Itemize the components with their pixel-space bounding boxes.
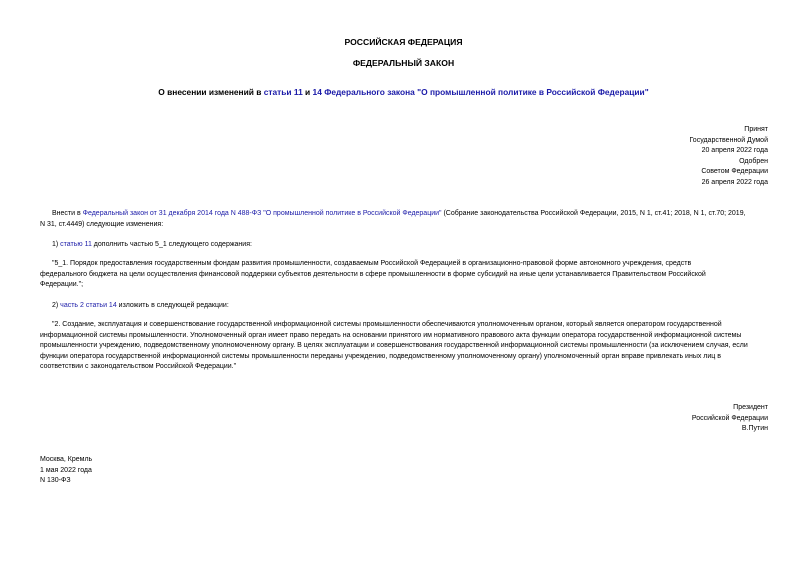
footer-number: N 130-ФЗ: [40, 477, 71, 484]
footer-place: Москва, Кремль: [40, 456, 93, 463]
adopted-date: 20 апреля 2022 года: [701, 147, 768, 154]
item2-link[interactable]: часть 2 статьи 14: [60, 302, 117, 309]
country-heading: РОССИЙСКАЯ ФЕДЕРАЦИЯ: [344, 37, 463, 47]
intro-prefix: Внести в: [52, 210, 83, 217]
item1-prefix: 1): [52, 241, 61, 248]
adopted-label: Принят: [744, 126, 768, 133]
title-prefix: О внесении изменений в: [158, 87, 264, 97]
intro-suffix: (Собрание законодательства Российской Федерации, 2015, N 1, ст.41; 2018, N 1, ст.70; 2019,: [441, 210, 746, 217]
approved-label: Одобрен: [739, 157, 768, 165]
adoption-block: [689, 125, 768, 188]
quote2-line5: соответствии с законодательством Российской Федерации.": [40, 363, 237, 371]
signature-title: Президент: [733, 404, 768, 411]
quote2-line2: информационной системы промышленности. Уполномоченный орган имеет право передать на основании принятого им нормативного правового акта функции оператора государственной информационной системы: [40, 331, 742, 339]
quote1-line2: федерального бюджета на цели осуществления финансовой поддержки субъектов деятельности в сфере промышленности в форме субсидий на иные цели устанавливается Правительством Российской: [40, 270, 706, 278]
approved-date: 26 апреля 2022 года: [701, 178, 768, 186]
quote1-line3: Федерации.";: [40, 281, 84, 289]
adopted-by: Государственной Думой: [689, 136, 768, 144]
signature-block: [692, 403, 768, 435]
quote1-line1: "5_1. Порядок предоставления государственным фондам развития промышленности, создаваемым Российской Федерацией в организационно-правовой форме автономного учреждения, средств: [52, 260, 692, 267]
title-link-article-11[interactable]: статьи 11: [263, 87, 303, 97]
approved-by: Советом Федерации: [701, 168, 768, 175]
item2-paragraph: [40, 301, 768, 312]
footer-block: [40, 455, 92, 487]
title-and: и: [302, 87, 313, 97]
quote2-line3: промышленности учреждению, подведомственному уполномоченному органу. В целях эксплуатации и совершенствования государственной информационной системы промышленности (за исключением случая, если: [40, 342, 748, 350]
item1-suffix: дополнить частью 5_1 следующего содержания:: [91, 241, 252, 248]
quote2-line1: "2. Создание, эксплуатация и совершенствование государственной информационной системы промышленности обеспечиваются уполномоченным органом, который является оператором государственной: [52, 321, 722, 328]
intro-paragraph: [40, 209, 768, 230]
item1-link[interactable]: статью 11: [60, 241, 92, 248]
signature-country: Российской Федерации: [691, 414, 768, 422]
footer-date: 1 мая 2022 года: [40, 466, 92, 474]
item1-paragraph: [40, 240, 768, 251]
quote2-line4: функции оператора государственной информационной системы промышленности переданы учреждению, подведомственному уполномоченному органу) уполномоченный орган вправе привлекать иных лиц в: [40, 352, 721, 360]
intro-line2: N 31, ст.4449) следующие изменения:: [40, 220, 164, 228]
item2-suffix: изложить в следующей редакции:: [116, 302, 229, 309]
signature-name: В.Путин: [741, 425, 768, 432]
doc-type-heading: ФЕДЕРАЛЬНЫЙ ЗАКОН: [352, 58, 455, 68]
quote1-paragraph: [40, 259, 768, 291]
document-title: [0, 87, 807, 97]
title-link-law[interactable]: 14 Федерального закона "О промышленной политике в Российской Федерации": [312, 87, 649, 97]
item2-prefix: 2): [52, 302, 61, 309]
intro-law-link[interactable]: Федеральный закон от 31 декабря 2014 года N 488-ФЗ "О промышленной политике в Российской Федерации": [82, 210, 442, 217]
quote2-paragraph: [40, 320, 768, 373]
